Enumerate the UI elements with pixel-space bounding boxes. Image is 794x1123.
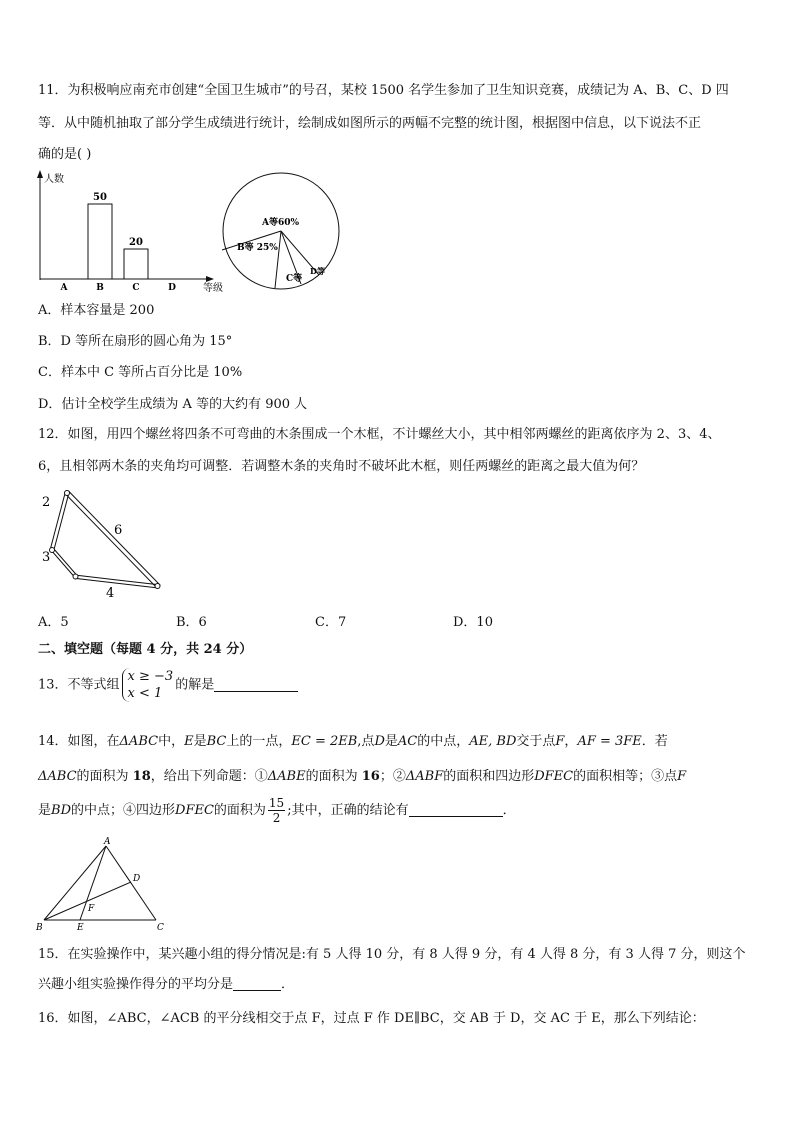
segment-ab — [44, 846, 106, 920]
x-tick-label-b: B — [96, 283, 104, 293]
point-a-label: A — [104, 837, 111, 847]
q12-option-a: A．5 — [38, 615, 69, 630]
screw-4 — [155, 584, 160, 589]
q14-text: 上的一点， — [226, 734, 292, 749]
q14-text: 的面积为 — [305, 769, 362, 784]
q14-math: E — [184, 734, 194, 749]
q14-text: ， — [564, 734, 578, 749]
q15-answer-blank[interactable] — [233, 976, 281, 991]
q14-text: 的面积为 — [213, 803, 266, 818]
pie-slice-label: C等 — [286, 274, 303, 284]
q14-text: ．若 — [641, 734, 668, 749]
q11-option-d: D．估计全校学生成绩为 A 等的大约有 900 人 — [38, 397, 308, 412]
q11-line-2: 等．从中随机抽取了部分学生成绩进行统计，绘制成如图所示的两幅不完整的统计图，根据图中信息，以下说法不正 — [38, 116, 702, 131]
q12-wooden-frame-figure — [36, 484, 168, 604]
bar-chart-x-arrow — [206, 276, 214, 282]
bar-b — [88, 204, 112, 279]
q14-math: BD — [51, 803, 71, 818]
q14-math: D — [374, 734, 385, 749]
segment-ac — [106, 846, 156, 920]
q14-math: AE, BD — [469, 734, 517, 749]
pie-slice-label: A等60% — [262, 218, 300, 228]
q14-text: 14．如图，在 — [38, 734, 120, 749]
q12-line-1: 12．如图，用四个螺丝将四条不可弯曲的木条围成一个木框，不计螺丝大小，其中相邻两螺丝的距离依序为 2、3、4、 — [38, 427, 721, 442]
bar-value-label-c: 20 — [129, 237, 143, 248]
q11-option-c: C．样本中 C 等所占百分比是 10% — [38, 365, 243, 380]
q14-math: F — [677, 769, 687, 784]
frame-bar-6 — [66, 491, 161, 588]
bar-c — [124, 249, 148, 279]
q14-math: EC = 2EB — [291, 734, 358, 749]
point-e-label: E — [77, 923, 84, 933]
q14-text: 的面积为 — [76, 769, 133, 784]
q14-text: ,点 — [357, 734, 375, 749]
pie-slice-label: B等 25% — [237, 243, 278, 253]
bar-value-label-b: 50 — [93, 192, 107, 203]
point-c-label: C — [157, 923, 164, 933]
frame-label-3: 3 — [42, 550, 51, 565]
q14-number: 16 — [361, 769, 380, 784]
frame-label-2: 2 — [42, 495, 51, 510]
bar-chart-xlabel: 等级 — [203, 283, 223, 294]
q14-text: ，给出下列命题：① — [150, 769, 268, 784]
screw-3 — [73, 574, 78, 579]
q14-math: F — [555, 734, 565, 749]
q15-line-1: 15．在实验操作中，某兴趣小组的得分情况是:有 5 人得 10 分，有 8 人得 9 分，有 4 人得 8 分，有 3 人得 7 分，则这个 — [38, 947, 746, 962]
q14-fraction — [268, 796, 285, 825]
q14-text: ；② — [379, 769, 406, 784]
q14-math: ΔABE — [267, 769, 306, 784]
q13-prefix: 13．不等式组 — [38, 677, 120, 693]
q14-answer-blank[interactable] — [409, 802, 503, 817]
q14-text: 的中点；④四边形 — [71, 803, 176, 818]
pie-slice-label: D等 — [310, 266, 325, 276]
q14-math: ΔABC — [38, 769, 77, 784]
q12-option-d: D．10 — [453, 615, 493, 630]
q14-math: AC — [397, 734, 418, 749]
q14-line-1 — [38, 733, 668, 751]
q15-text: ． — [281, 977, 295, 992]
x-tick-label-d: D — [168, 283, 176, 293]
q14-text: 的面积和四边形 — [443, 769, 535, 784]
q15-line-2 — [38, 976, 294, 994]
q11-line-1: 11．为积极响应南充市创建“全国卫生城市”的号召，某校 1500 名学生参加了卫生知识竞赛，成绩记为 A、B、C、D 四 — [38, 83, 729, 98]
point-f-label: F — [88, 904, 95, 914]
q14-text: 是 — [384, 734, 398, 749]
q14-triangle-figure — [34, 836, 174, 934]
q14-math: ΔABC — [119, 734, 159, 749]
q14-math: DFEC — [175, 803, 214, 818]
q11-option-b: B．D 等所在扇形的圆心角为 15° — [38, 334, 233, 349]
frame-bar-3 — [51, 549, 78, 578]
q11-pie-chart — [220, 170, 345, 295]
q14-text: 的中点， — [417, 734, 470, 749]
section-2-heading: 二、填空题（每题 4 分，共 24 分） — [38, 642, 253, 657]
q14-text: 交于点 — [516, 734, 556, 749]
q15-text: 兴趣小组实验操作得分的平均分是 — [38, 977, 234, 992]
bar-chart-y-arrow — [37, 170, 43, 178]
frame-label-4: 4 — [106, 586, 115, 601]
x-tick-label-c: C — [132, 283, 140, 293]
point-b-label: B — [36, 923, 43, 933]
q14-line-2 — [38, 768, 686, 786]
q12-option-c: C．7 — [315, 615, 347, 630]
q14-text: ;其中，正确的结论有 — [287, 803, 409, 818]
q12-option-b: B．6 — [176, 615, 207, 630]
q14-math: BC — [206, 734, 227, 749]
q14-text: 是 — [193, 734, 207, 749]
frame-bar-2 — [51, 492, 69, 552]
frame-label-6: 6 — [114, 523, 123, 538]
point-d-label: D — [133, 874, 141, 884]
q14-text: 是 — [38, 803, 52, 818]
q12-line-2: 6，且相邻两木条的夹角均可调整．若调整木条的夹角时不破坏此木框，则任两螺丝的距离之最大值为何？ — [38, 459, 645, 474]
bar-chart-ylabel: 人数 — [44, 174, 64, 185]
q13-inequality-1: x ≥ −3 — [127, 669, 174, 684]
q14-text: 的面积相等；③点 — [573, 769, 678, 784]
fraction-denominator: 2 — [272, 811, 281, 825]
q11-line-3: 确的是( ) — [38, 147, 92, 162]
q14-text: 中， — [158, 734, 185, 749]
screw-1 — [65, 491, 70, 496]
q14-math: ΔABF — [405, 769, 444, 784]
q16-line-1: 16．如图，∠ABC，∠ACB 的平分线相交于点 F，过点 F 作 DE∥BC，交 AB 于 D，交 AC 于 E，那么下列结论： — [38, 1011, 705, 1026]
q11-bar-chart — [30, 168, 230, 296]
q14-math: AF = 3FE — [577, 734, 642, 749]
q14-line-3 — [38, 796, 516, 825]
q14-number: 18 — [132, 769, 151, 784]
x-tick-label-a: A — [60, 283, 68, 293]
q13-inequality-system — [122, 668, 174, 702]
q14-text: ． — [502, 803, 516, 818]
segment-bd — [44, 882, 131, 920]
q14-math: DFEC — [534, 769, 574, 784]
fraction-numerator: 15 — [268, 796, 285, 810]
q11-option-a: A．样本容量是 200 — [38, 303, 155, 318]
q13-inequality-2: x < 1 — [127, 686, 163, 701]
q13-line — [38, 668, 298, 702]
q13-suffix: 的解是 — [175, 677, 215, 693]
q13-answer-blank[interactable] — [214, 677, 298, 692]
